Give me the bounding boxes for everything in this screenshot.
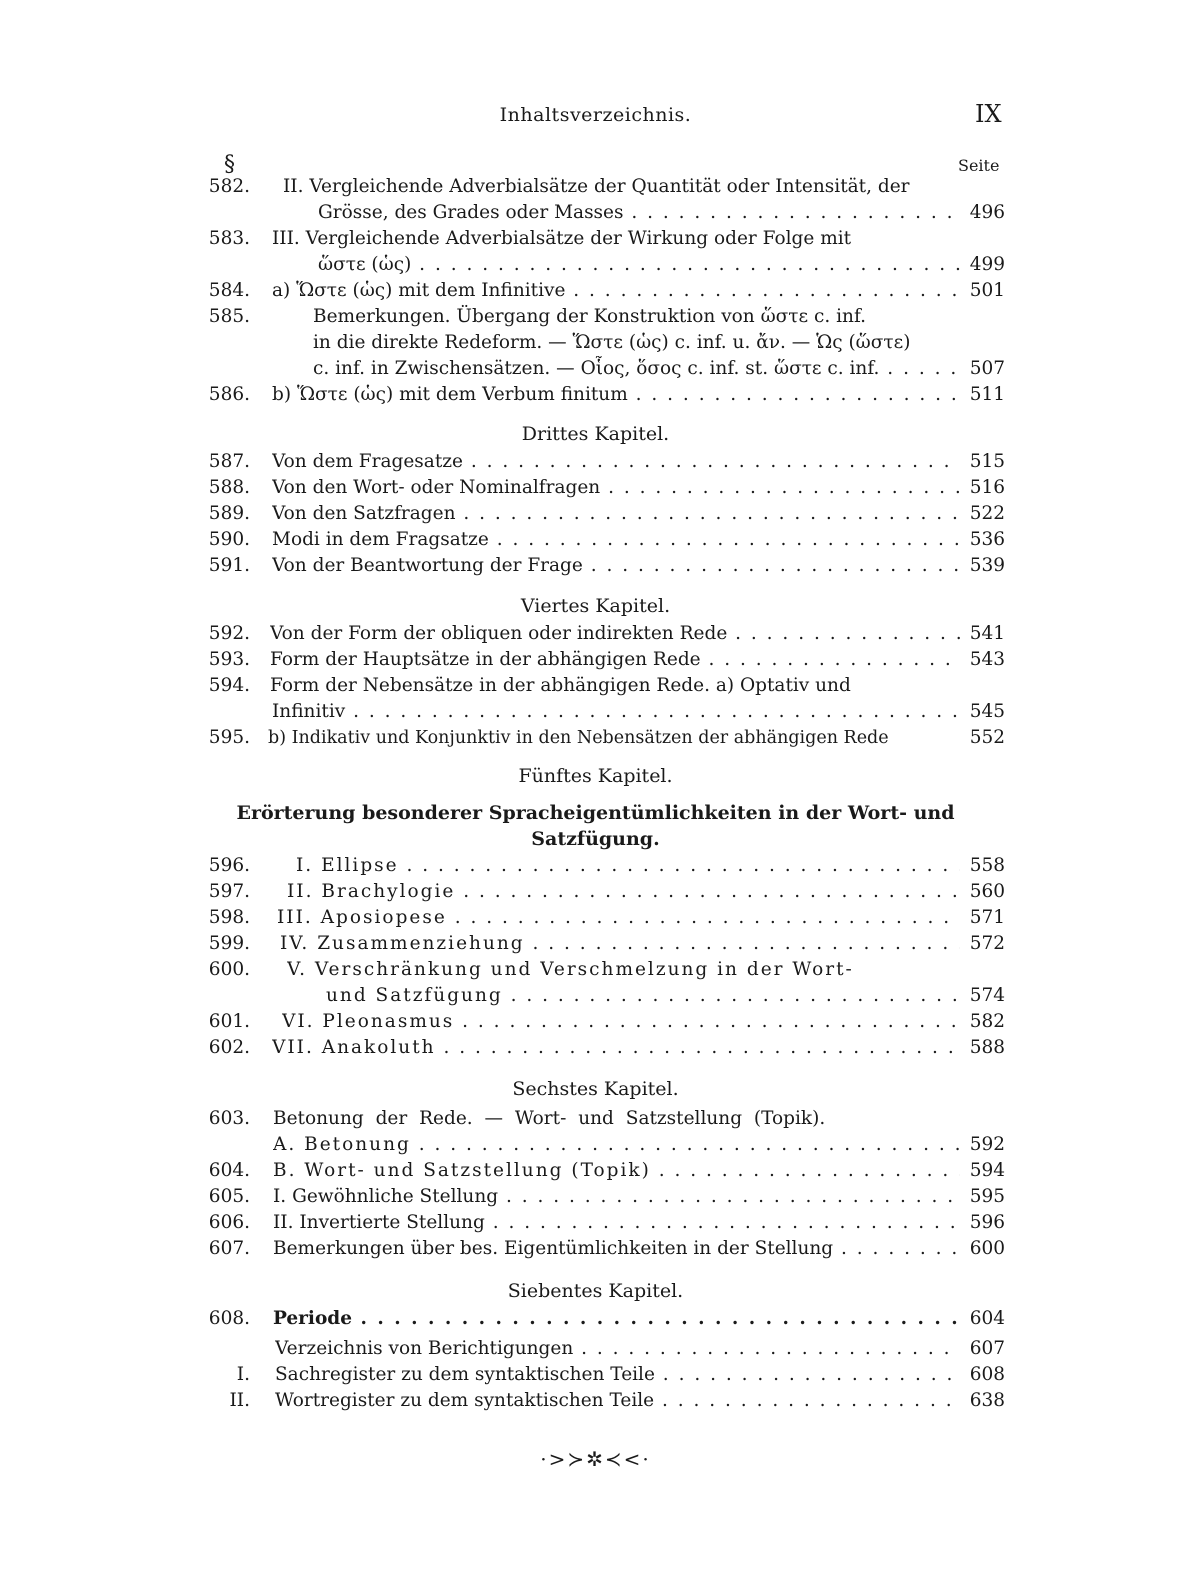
toc-entry-588 <box>0 475 1191 501</box>
entry-number: 604. <box>208 1160 250 1181</box>
entry-text: Verzeichnis von Berichtigungen . . . <box>275 1336 960 1362</box>
chapter-heading-5: Fünftes Kapitel. <box>518 765 673 787</box>
entry-page: 536 <box>969 529 1005 550</box>
toc-entry-585 <box>0 304 1191 330</box>
entry-number: 583. <box>208 228 250 249</box>
entry-page: 543 <box>969 649 1005 670</box>
entry-text: II. Invertierte Stellung . . . <box>273 1210 960 1236</box>
ornament-divider: ·>≻✲≺<· <box>540 1447 651 1471</box>
entry-page: 539 <box>969 555 1005 576</box>
entry-page: 552 <box>969 727 1005 748</box>
chapter-heading-7: Siebentes Kapitel. <box>507 1280 684 1302</box>
toc-entry-583-cont <box>0 252 1191 278</box>
seite-label: Seite <box>958 156 1000 175</box>
toc-entry-600 <box>0 957 1191 983</box>
toc-entry-592 <box>0 621 1191 647</box>
toc-entry-595 <box>0 725 1191 751</box>
entry-text: Infinitiv . . . <box>272 699 960 725</box>
entry-number: 594. <box>208 675 250 696</box>
entry-number: 608. <box>208 1308 250 1329</box>
entry-number: 587. <box>208 451 250 472</box>
toc-entry-589 <box>0 501 1191 527</box>
toc-entry-587 <box>0 449 1191 475</box>
entry-number: 601. <box>208 1011 250 1032</box>
toc-entry-607 <box>0 1236 1191 1262</box>
toc-entry-603-cont <box>0 1132 1191 1158</box>
toc-entry-594-cont <box>0 699 1191 725</box>
entry-text: II. Brachylogie . . . <box>287 879 960 905</box>
entry-text: c. inf. in Zwischensätzen. — Οἷος, ὅσος c. inf. st. ὥστε c. inf. . . . <box>313 356 960 382</box>
entry-number: 595. <box>208 727 250 748</box>
chapter-5-subtitle-line1: Erörterung besonderer Spracheigentümlichkeiten in der Wort- und <box>236 802 955 824</box>
entry-number: 586. <box>208 384 250 405</box>
entry-text: Periode . . . <box>273 1306 960 1332</box>
entry-number: 603. <box>208 1108 250 1129</box>
entry-text: Modi in dem Fragsatze . . . <box>272 527 960 553</box>
toc-entry-590 <box>0 527 1191 553</box>
entry-text: b) Ὥστε (ὡς) mit dem Verbum finitum . . . <box>272 382 960 408</box>
entry-text: Von dem Fragesatze . . . <box>272 449 960 475</box>
entry-page: 571 <box>969 907 1005 928</box>
toc-entry-583 <box>0 226 1191 252</box>
entry-page: 594 <box>969 1160 1005 1181</box>
entry-number: 598. <box>208 907 250 928</box>
entry-text: a) Ὥστε (ὡς) mit dem Infinitive . . . <box>272 278 960 304</box>
toc-entry-wortregister <box>0 1388 1191 1414</box>
chapter-5-subtitle-line2: Satzfügung. <box>531 828 660 850</box>
entry-text: ὥστε (ὡς) . . . <box>318 252 960 278</box>
entry-number: 590. <box>208 529 250 550</box>
entry-text: Von den Satzfragen . . . <box>272 501 960 527</box>
entry-text: I. Ellipse . . . <box>296 853 960 879</box>
entry-page: 592 <box>969 1134 1005 1155</box>
toc-entry-598 <box>0 905 1191 931</box>
entry-page: 607 <box>969 1338 1005 1359</box>
entry-page: 574 <box>969 985 1005 1006</box>
entry-number: II. <box>229 1390 250 1411</box>
entry-page: 507 <box>969 358 1005 379</box>
entry-page: 511 <box>969 384 1005 405</box>
toc-entry-600-cont <box>0 983 1191 1009</box>
entry-page: 608 <box>969 1364 1005 1385</box>
entry-page: 595 <box>969 1186 1005 1207</box>
entry-page: 515 <box>969 451 1005 472</box>
entry-text: Wortregister zu dem syntaktischen Teile . . . <box>275 1388 960 1414</box>
entry-text: III. Aposiopese . . . <box>277 905 960 931</box>
entry-number: 599. <box>208 933 250 954</box>
entry-number: 591. <box>208 555 250 576</box>
entry-page: 496 <box>969 202 1005 223</box>
toc-entry-603 <box>0 1106 1191 1132</box>
toc-entry-593 <box>0 647 1191 673</box>
entry-page: 501 <box>969 280 1005 301</box>
toc-entry-599 <box>0 931 1191 957</box>
entry-page: 499 <box>969 254 1005 275</box>
entry-text: III. Vergleichende Adverbialsätze der Wirkung oder Folge mit <box>272 228 852 249</box>
section-sign: § <box>224 152 235 177</box>
toc-entry-601 <box>0 1009 1191 1035</box>
entry-number: 584. <box>208 280 250 301</box>
entry-number: 600. <box>208 959 250 980</box>
entry-text: b) Indikativ und Konjunktiv in den Nebensätzen der abhängigen Rede <box>268 728 889 748</box>
entry-text: Form der Hauptsätze in der abhängigen Rede . . . <box>270 647 960 673</box>
entry-text: Von den Wort- oder Nominalfragen . . . <box>272 475 960 501</box>
toc-entry-sachregister <box>0 1362 1191 1388</box>
toc-entry-591 <box>0 553 1191 579</box>
entry-page: 541 <box>969 623 1005 644</box>
toc-entry-585-cont <box>0 330 1191 356</box>
entry-page: 572 <box>969 933 1005 954</box>
toc-entry-errata <box>0 1336 1191 1362</box>
entry-number: 585. <box>208 306 250 327</box>
running-head-title: Inhaltsverzeichnis. <box>499 104 692 126</box>
toc-entry-602 <box>0 1035 1191 1061</box>
entry-number: 597. <box>208 881 250 902</box>
toc-entry-582-cont <box>0 200 1191 226</box>
entry-text: und Satzfügung . . . <box>326 983 960 1009</box>
entry-page: 545 <box>969 701 1005 722</box>
toc-entry-585-cont2 <box>0 356 1191 382</box>
entry-number: 602. <box>208 1037 250 1058</box>
entry-text: Betonung der Rede. — Wort- und Satzstellung (Topik). <box>273 1108 826 1129</box>
toc-entry-608 <box>0 1306 1191 1332</box>
entry-page: 588 <box>969 1037 1005 1058</box>
entry-text: Von der Beantwortung der Frage . . . <box>272 553 960 579</box>
entry-text: I. Gewöhnliche Stellung . . . <box>273 1184 960 1210</box>
entry-text: VI. Pleonasmus . . . <box>282 1009 960 1035</box>
entry-text: II. Vergleichende Adverbialsätze der Quantität oder Intensität, der <box>283 176 910 197</box>
entry-page: 596 <box>969 1212 1005 1233</box>
toc-entry-597 <box>0 879 1191 905</box>
entry-number: 607. <box>208 1238 250 1259</box>
toc-entry-594 <box>0 673 1191 699</box>
entry-page: 604 <box>969 1308 1005 1329</box>
page-number: IX <box>975 100 1002 128</box>
toc-entry-605 <box>0 1184 1191 1210</box>
entry-page: 522 <box>969 503 1005 524</box>
entry-page: 516 <box>969 477 1005 498</box>
entry-page: 600 <box>969 1238 1005 1259</box>
entry-text: Von der Form der obliquen oder indirekten Rede . . . <box>270 621 960 647</box>
entry-text: V. Verschränkung und Verschmelzung in der Wort- <box>287 959 854 980</box>
entry-page: 558 <box>969 855 1005 876</box>
entry-number: 596. <box>208 855 250 876</box>
entry-text: Grösse, des Grades oder Masses . . . <box>318 200 960 226</box>
entry-text: A. Betonung . . . <box>273 1132 960 1158</box>
entry-number: 593. <box>208 649 250 670</box>
toc-entry-584 <box>0 278 1191 304</box>
entry-number: 588. <box>208 477 250 498</box>
entry-page: 560 <box>969 881 1005 902</box>
entry-text: in die direkte Redeform. — Ὥστε (ὡς) c. inf. u. ἄν. — Ὡς (ὥστε) <box>313 332 911 353</box>
chapter-heading-3: Drittes Kapitel. <box>521 423 670 445</box>
entry-text: Bemerkungen über bes. Eigentümlichkeiten in der Stellung . . . <box>273 1236 960 1262</box>
entry-text: IV. Zusammenziehung . . . <box>280 931 960 957</box>
toc-entry-596 <box>0 853 1191 879</box>
entry-text: VII. Anakoluth . . . <box>272 1035 960 1061</box>
entry-text: Sachregister zu dem syntaktischen Teile . . . <box>275 1362 960 1388</box>
entry-page: 638 <box>969 1390 1005 1411</box>
entry-page: 582 <box>969 1011 1005 1032</box>
entry-number: 592. <box>208 623 250 644</box>
entry-number: 606. <box>208 1212 250 1233</box>
chapter-heading-4: Viertes Kapitel. <box>520 595 671 617</box>
toc-entry-604 <box>0 1158 1191 1184</box>
entry-number: I. <box>236 1364 250 1385</box>
entry-text: B. Wort- und Satzstellung (Topik) . . . <box>273 1158 960 1184</box>
entry-number: 582. <box>208 176 250 197</box>
entry-number: 589. <box>208 503 250 524</box>
entry-text: Bemerkungen. Übergang der Konstruktion von ὥστε c. inf. <box>313 306 867 327</box>
toc-entry-606 <box>0 1210 1191 1236</box>
toc-entry-586 <box>0 382 1191 408</box>
entry-text: Form der Nebensätze in der abhängigen Rede. a) Optativ und <box>270 675 851 696</box>
chapter-heading-6: Sechstes Kapitel. <box>512 1078 679 1100</box>
entry-number: 605. <box>208 1186 250 1207</box>
toc-entry-582 <box>0 174 1191 200</box>
